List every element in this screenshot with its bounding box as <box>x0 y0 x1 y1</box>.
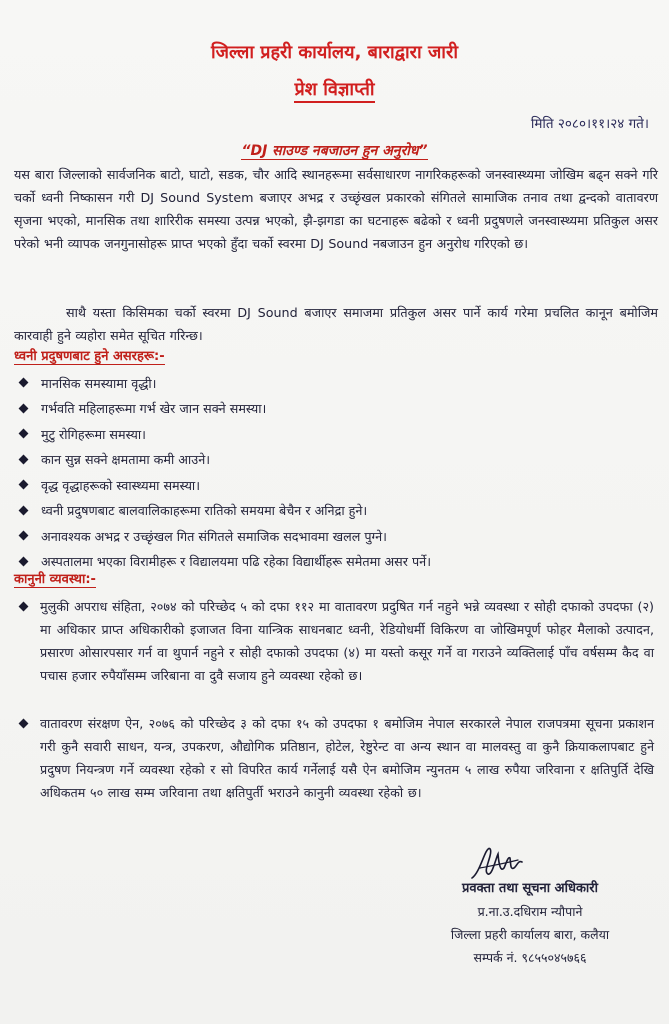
body-paragraph-1: यस बारा जिल्लाको सार्वजनिक बाटो, घाटो, सडक, चौर आदि स्थानहरूमा सर्वसाधारण नागरिकहरूको जनस्वास्थ्यमा जोखिम बढ्न सक्ने गरि चर्को ध्वनी निष्कासन गरी DJ Sound System बजाएर अभद्र र उच्छृंखल प्रकारको संगितले सामाजिक तनाव तथा द्वन्दको वातावरण सृजना भएको, मानसिक तथा शारिरीक समस्या उत्पन्न भएको, झै-झगडा का घटनाहरू बढेको र ध्वनी प्रदुषणले जनस्वास्थ्यमा प्रतिकुल असर परेको भनी व्यापक जनगुनासोहरू प्राप्त भएको हुँदा चर्को स्वरमा DJ Sound नबजाउन हुन अनुरोध गरिएको छ। <box>14 167 658 251</box>
signatory-title: प्रवक्ता तथा सूचना अधिकारी <box>462 881 598 896</box>
bullet-diamond-icon <box>19 602 29 612</box>
bullet-diamond-icon <box>19 480 29 490</box>
list-item <box>14 549 654 575</box>
signatory-office: जिल्ला प्रहरी कार्यालय बारा, कलैया <box>450 927 610 942</box>
release-date: मिति २०८०।११।२४ गते। <box>530 116 649 132</box>
list-item <box>14 447 654 473</box>
bullet-diamond-icon <box>19 378 29 388</box>
effect-text: गर्भवति महिलाहरूमा गर्भ खेर जान सक्ने समस्या। <box>41 401 267 417</box>
effect-text: अनावश्यक अभद्र र उच्छृंखल गित संगितले समाजिक सदभावमा खलल पुग्ने। <box>41 528 387 544</box>
effects-heading <box>14 346 165 364</box>
list-item <box>14 396 654 422</box>
bullet-diamond-icon <box>19 556 29 566</box>
effects-list <box>14 370 654 574</box>
effects-heading-text: ध्वनी प्रदुषणबाट हुने असरहरू:- <box>14 349 165 364</box>
effect-text: अस्पतालमा भएका विरामीहरू र विद्यालयमा पढि रहेका विद्यार्थीहरू समेतमा असर पर्ने। <box>41 554 432 570</box>
notice-headline <box>0 141 669 160</box>
effect-text: ध्वनी प्रदुषणबाट बालवालिकाहरूमा रातिको समयमा बेचैन र अनिद्रा हुने। <box>41 503 368 519</box>
list-item <box>14 370 654 396</box>
effect-text: मुटु रोगिहरूमा समस्या। <box>41 426 146 442</box>
effect-text: वृद्ध वृद्धाहरूको स्वास्थ्यमा समस्या। <box>41 477 201 493</box>
signatory-block <box>410 878 650 969</box>
bullet-diamond-icon <box>19 403 29 413</box>
bullet-diamond-icon <box>19 505 29 515</box>
list-item <box>14 472 654 498</box>
signatory-contact: सम्पर्क नं. ९८५५०४५७६६ <box>473 950 587 965</box>
list-item <box>14 421 654 447</box>
bullet-diamond-icon <box>19 429 29 439</box>
headline-text: “DJ साउण्ड नबजाउन हुन अनुरोध” <box>241 143 428 159</box>
press-release-subtitle <box>0 77 669 101</box>
legal-item <box>14 595 654 687</box>
subtitle-text: प्रेश विज्ञाप्ती <box>294 79 374 103</box>
body-paragraph-2: साथै यस्ता किसिमका चर्को स्वरमा DJ Sound बजाएर समाजमा प्रतिकुल असर पार्ने कार्य गरेमा प्रचलित कानून बमोजिम कारवाही हुने व्यहोरा समेत सूचित गरिन्छ। <box>14 305 658 343</box>
office-title: जिल्ला प्रहरी कार्यालय, बाराद्वारा जारी <box>210 42 458 63</box>
bullet-diamond-icon <box>19 531 29 541</box>
legal-text: मुलुकी अपराध संहिता, २०७४ को परिच्छेद ५ को दफा ११२ मा वातावरण प्रदुषित गर्न नहुने भन्ने व्यवस्था र सोही दफाको उपदफा (२) मा अधिकार प्राप्त अधिकारीको इजाजत विना यान्त्रिक साधनबाट ध्वनी, रेडियोधर्मी विकिरण वा जोखिमपूर्ण फोहर मैलाको उत्पादन, प्रसारण ओसारपसार गर्न वा थुपार्न नहुने र सोही दफाको उपदफा (४) मा यस्तो कसूर गर्ने वा गराउने व्यक्तिलाई पाँच वर्षसम्म कैद वा पचास हजार रुपैयाँसम्म जरिबाना वा दुवै सजाय हुने व्यवस्था रहेको छ। <box>40 599 654 683</box>
bullet-diamond-icon <box>19 454 29 464</box>
signatory-name: प्र.ना.उ.दधिराम न्यौपाने <box>477 904 583 919</box>
legal-heading <box>14 569 96 587</box>
legal-heading-text: कानुनी व्यवस्था:- <box>14 572 96 587</box>
list-item <box>14 498 654 524</box>
legal-item <box>14 712 654 804</box>
legal-text: वातावरण संरक्षण ऐन, २०७६ को परिच्छेद ३ को दफा १५ को उपदफा १ बमोजिम नेपाल सरकारले नेपाल राजपत्रमा सूचना प्रकाशन गरी कुनै सवारी साधन, यन्त्र, उपकरण, औद्योगिक प्रतिष्ठान, होटेल, रेष्टुरेन्ट वा अन्य स्थान वा मालवस्तु वा कुनै क्रियाकलापबाट हुने प्रदुषण नियन्त्रण गर्ने व्यवस्था रहेको र सो विपरित कार्य गर्नेलाई यसै ऐन बमोजिम न्युनतम ५ लाख रुपैया जरिवाना र क्षतिपुर्ति देखि अधिकतम ५० लाख सम्म जरिवाना तथा क्षतिपुर्ती भराउने कानुनी व्यवस्था रहेको छ। <box>40 716 654 800</box>
list-item <box>14 523 654 549</box>
bullet-diamond-icon <box>19 719 29 729</box>
effect-text: मानसिक समस्यामा वृद्धी। <box>41 375 157 391</box>
effect-text: कान सुन्न सक्ने क्षमतामा कमी आउने। <box>41 452 211 468</box>
